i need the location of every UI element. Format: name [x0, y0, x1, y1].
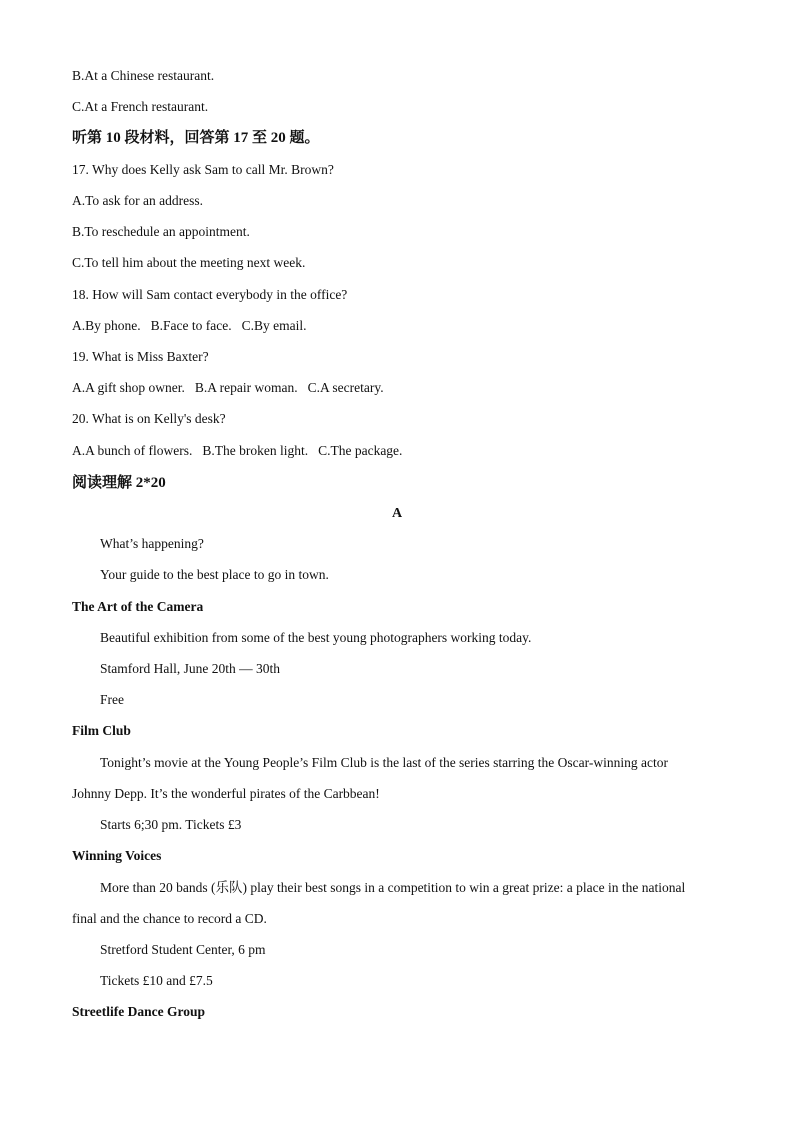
q20-option-a: A.A bunch of flowers.: [72, 443, 193, 458]
q19-option-c: C.A secretary.: [307, 380, 384, 395]
q19-options: [72, 379, 384, 397]
q17-option-b: B.To reschedule an appointment.: [72, 224, 250, 239]
voices-desc-2: final and the chance to record a CD.: [72, 911, 267, 926]
q18-option-a: A.By phone.: [72, 318, 141, 333]
voices-title: Winning Voices: [72, 848, 162, 863]
dance-title: Streetlife Dance Group: [72, 1004, 205, 1019]
option-b-prev: B.At a Chinese restaurant.: [72, 68, 215, 83]
passage-letter: A: [391, 506, 403, 521]
q17-option-a: A.To ask for an address.: [72, 193, 204, 208]
art-price: Free: [100, 692, 124, 707]
film-desc-2: Johnny Depp. It’s the wonderful pirates of the Carbbean!: [72, 786, 380, 801]
section-heading-10: 听第 10 段材料，回答第 17 至 20 题。: [72, 130, 320, 146]
voices-price: Tickets £10 and £7.5: [100, 973, 213, 988]
voices-place: Stretford Student Center, 6 pm: [100, 942, 266, 957]
film-desc-1: Tonight’s movie at the Young People’s Film Club is the last of the series starring the Oscar-winning actor: [100, 755, 668, 770]
art-desc: Beautiful exhibition from some of the best young photographers working today.: [100, 630, 532, 645]
question-19: 19. What is Miss Baxter?: [72, 349, 209, 364]
intro-line-2: Your guide to the best place to go in town.: [100, 567, 329, 582]
q17-option-c: C.To tell him about the meeting next week.: [72, 255, 306, 270]
intro-line-1: What’s happening?: [100, 536, 204, 551]
reading-heading: 阅读理解 2*20: [72, 475, 166, 491]
film-time: Starts 6;30 pm. Tickets £3: [100, 817, 242, 832]
art-place: Stamford Hall, June 20th — 30th: [100, 661, 280, 676]
question-18: 18. How will Sam contact everybody in the office?: [72, 287, 348, 302]
q18-options: [72, 317, 306, 335]
q19-option-a: A.A gift shop owner.: [72, 380, 185, 395]
art-title: The Art of the Camera: [72, 599, 204, 614]
q20-options: [72, 442, 402, 460]
question-17: 17. Why does Kelly ask Sam to call Mr. Brown?: [72, 162, 334, 177]
option-c-prev: C.At a French restaurant.: [72, 99, 209, 114]
q19-option-b: B.A repair woman.: [194, 380, 298, 395]
film-title: Film Club: [72, 723, 131, 738]
q20-option-c: C.The package.: [318, 443, 403, 458]
voices-desc-1: More than 20 bands (乐队) play their best songs in a competition to win a great prize: a place in the national: [100, 880, 686, 895]
q20-option-b: B.The broken light.: [202, 443, 309, 458]
q18-option-c: C.By email.: [241, 318, 307, 333]
q18-option-b: B.Face to face.: [150, 318, 232, 333]
question-20: 20. What is on Kelly's desk?: [72, 411, 226, 426]
